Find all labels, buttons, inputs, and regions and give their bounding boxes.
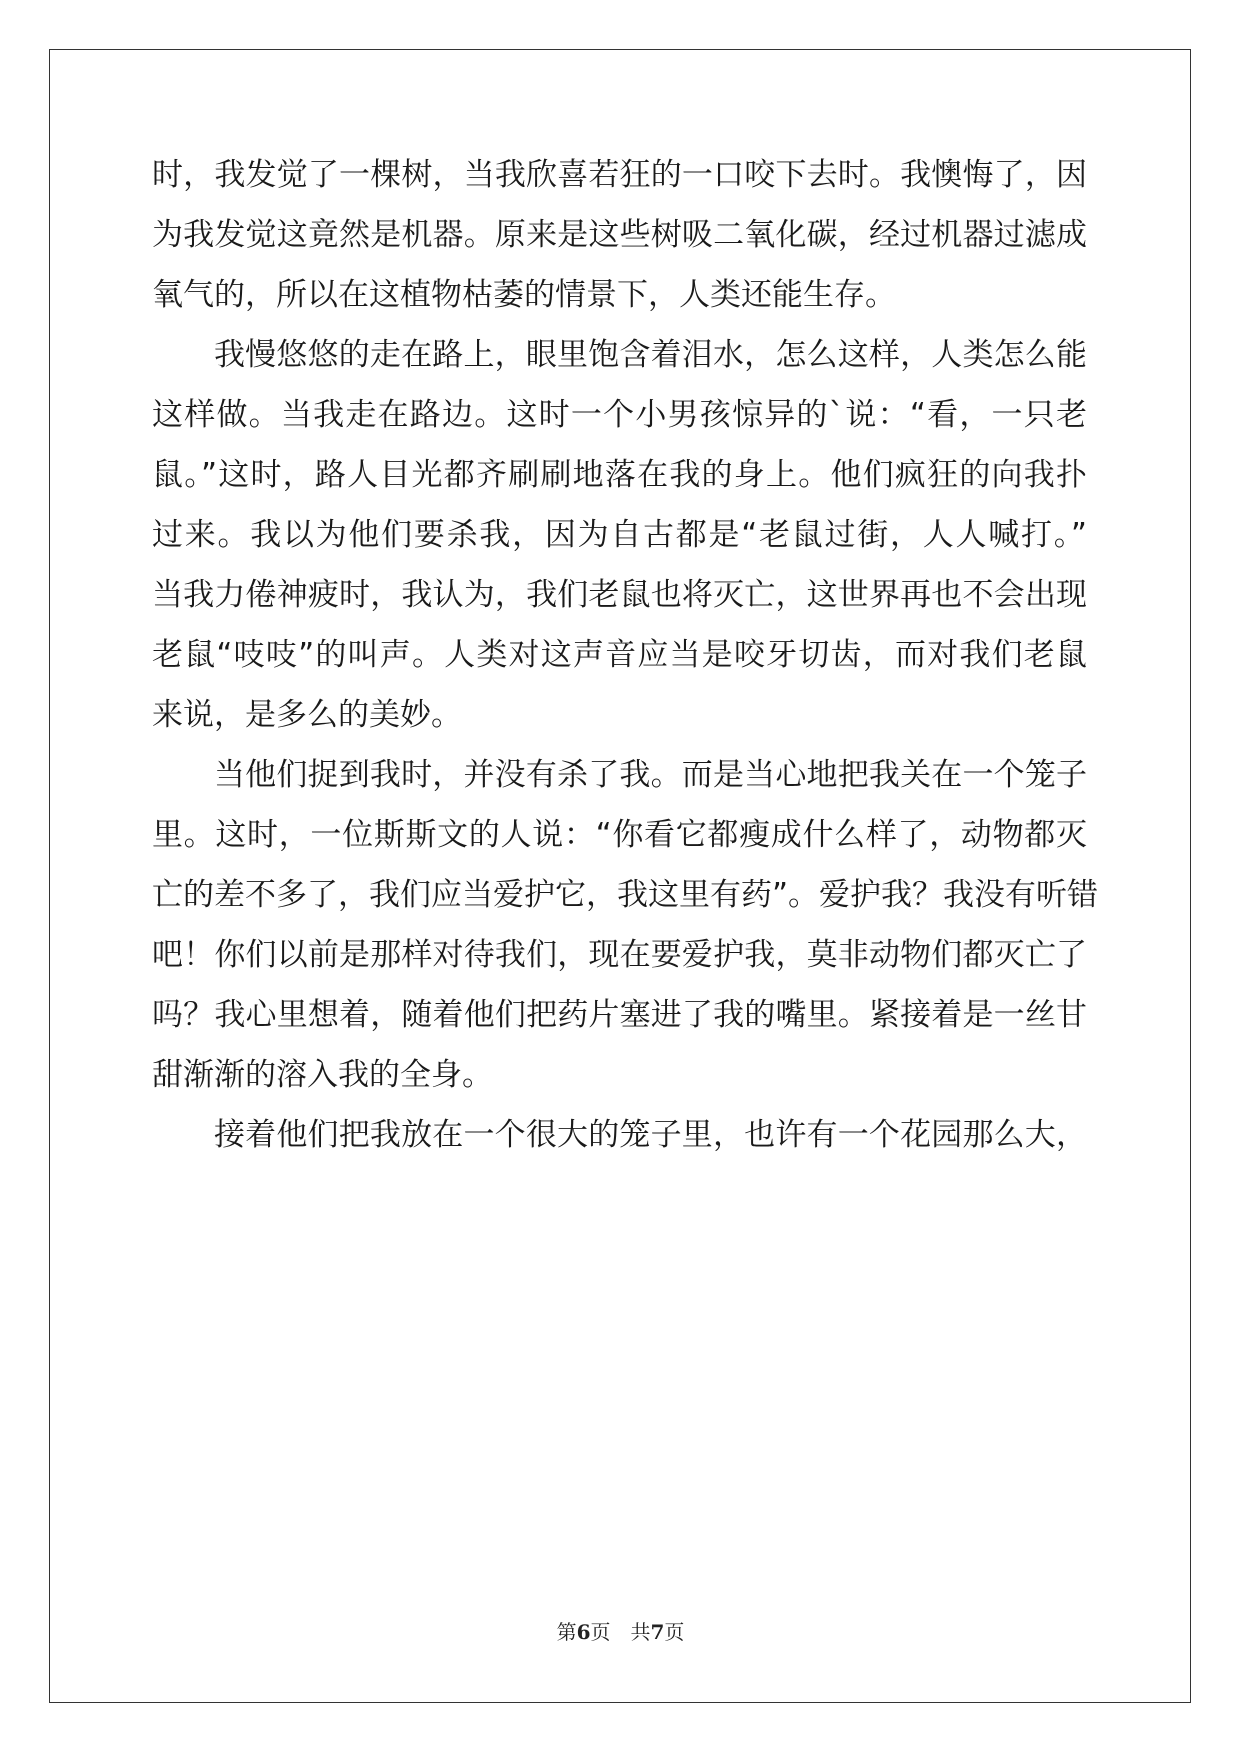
page-word: 页 [590,1620,611,1644]
paragraph [152,757,1099,1120]
text-line: 氧气的，所以在这植物枯萎的情景下，人类还能生存。 [152,277,896,313]
current-page-number: 6 [576,1620,591,1644]
total-page-number: 7 [650,1620,665,1644]
total-suffix: 页 [664,1620,685,1644]
text-line: 时，我发觉了一棵树，当我欣喜若狂的一口咬下去时。我懊悔了，因 [152,157,1087,193]
text-line: 我慢悠悠的走在路上，眼里饱含着泪水，怎么这样，人类怎么能 [214,337,1087,373]
text-line: 接着他们把我放在一个很大的笼子里，也许有一个花园那么大， [214,1117,1087,1153]
text-line: 老鼠“吱吱”的叫声。人类对这声音应当是咬牙切齿，而对我们老鼠 [152,637,1087,673]
text-line: 里。这时，一位斯斯文的人说：“你看它都瘦成什么样了，动物都灭 [152,817,1087,853]
text-line: 鼠。”这时，路人目光都齐刷刷地落在我的身上。他们疯狂的向我扑 [152,457,1087,493]
text-line: 吗？我心里想着，随着他们把药片塞进了我的嘴里。紧接着是一丝甘 [152,997,1087,1033]
page-footer [0,1616,1241,1645]
text-line: 过来。我以为他们要杀我，因为自古都是“老鼠过街，人人喊打。” [152,517,1087,553]
text-line: 这样做。当我走在路边。这时一个小男孩惊异的`说：“看，一只老 [152,397,1087,433]
total-prefix: 共 [630,1620,651,1644]
text-line: 为我发觉这竟然是机器。原来是这些树吸二氧化碳，经过机器过滤成 [152,217,1087,253]
paragraph [152,337,1087,760]
text-line: 甜渐渐的溶入我的全身。 [152,1057,493,1093]
text-line: 吧！你们以前是那样对待我们，现在要爱护我，莫非动物们都灭亡了 [152,937,1087,973]
text-line: 亡的差不多了，我们应当爱护它，我这里有药”。爱护我？我没有听错 [152,877,1099,913]
page-number-prefix: 第 [556,1620,577,1644]
article-body [152,157,1099,1180]
paragraph [152,157,1087,340]
text-line: 当他们捉到我时，并没有杀了我。而是当心地把我关在一个笼子 [214,757,1087,793]
text-line: 当我力倦神疲时，我认为，我们老鼠也将灭亡，这世界再也不会出现 [152,577,1087,613]
paragraph [152,1117,1087,1180]
text-line: 来说，是多么的美妙。 [152,697,462,733]
